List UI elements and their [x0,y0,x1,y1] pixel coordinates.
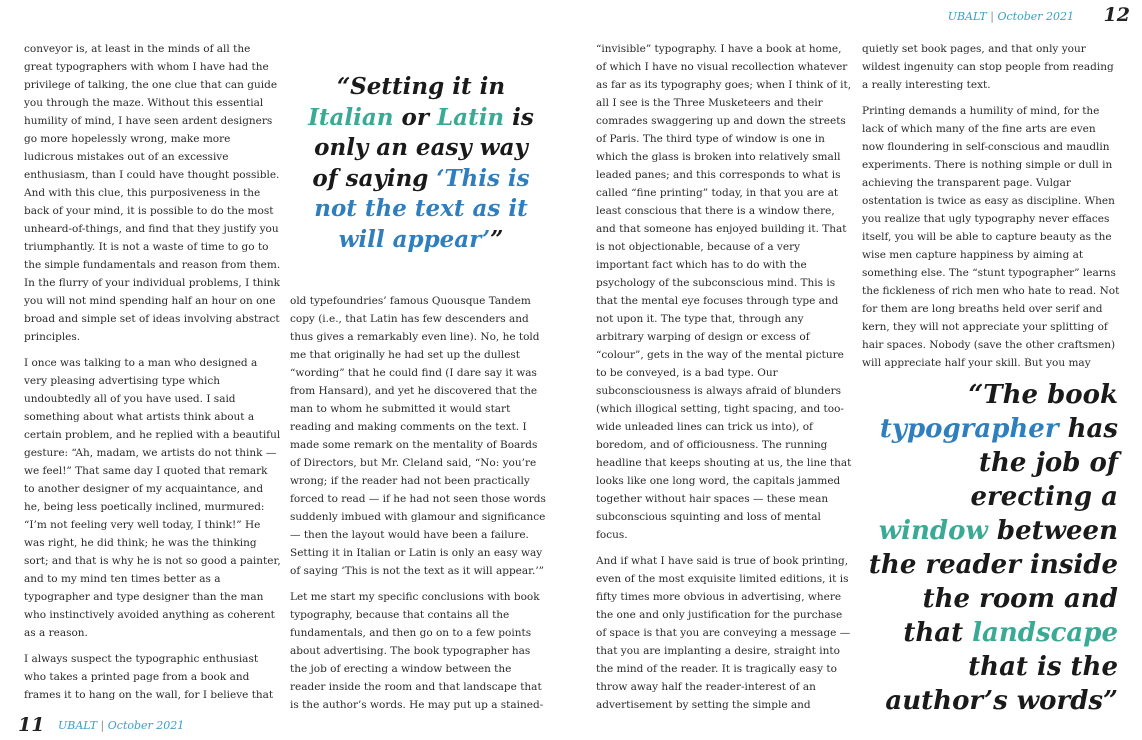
quote-text: that is the author’s words” [885,652,1118,716]
quote-highlight-italian: Italian [308,103,394,131]
quote-text: “The book [968,380,1118,410]
running-header-right [948,10,1074,23]
paragraph: old typefoundries’ famous Quousque Tandem copy (i.e., that Latin has few descenders and thus gives a remarkably even line). No, he told me that originally he had set up the dullest “wording” that he could find (I dare say it was from Hansard), and yet he discovered that the man to whom he submitted it would start reading and making comments on the text. I made some remark on the mentality of Boards of Directors, but Mr. Cleland said, “No: you’re wrong; if the reader had not been practically forced to read — if he had not seen those words suddenly imbued with glamour and significance — then the layout would have been a failure. Setting it in Italian or Latin is only an easy way of saying ‘This is not the text as it will appear.’” [290,295,546,577]
quote-text: between the reader inside the room and that [868,516,1118,648]
quote-highlight-typographer: typographer [879,414,1059,444]
paragraph: I always suspect the typographic enthusiast who takes a printed page from a book and frames it to hang on the wall, for I believe that [24,653,274,701]
pull-quote-window [862,378,1118,718]
quote-text: or [393,103,437,131]
quote-text: has the job of erecting a [970,414,1118,512]
issue-date: October 2021 [107,719,185,732]
paragraph: conveyor is, at least in the minds of all the great typographers with whom I have had the privilege of talking, the one clue that can guide you through the maze. Without this essential humility of mind, I have seen ardent designers go more hopelessly wrong, make more ludicrous mistakes out of an excessive enthusiasm, than I could have thought possible. And with this clue, this purposiveness in the back of your mind, it is possible to do the most unheard-of-things, and find that they justify you triumphantly. It is not a waste of time to go to the simple fundamentals and reason from them. In the flurry of your individual problems, I think you will not mind spending half an hour on one broad and simple set of ideas involving abstract principles. [24,43,281,343]
publication-name: UBALT [58,719,98,732]
quote-text: “Setting it in [336,73,506,100]
running-footer-left [58,719,184,732]
body-column-4 [862,40,1120,370]
paragraph: quietly set book pages, and that only your wildest ingenuity can stop people from reading a really interesting text. [862,43,1114,91]
quote-highlight-landscape: landscape [972,618,1118,648]
publication-name: UBALT [947,10,987,23]
quote-text: is only an easy way of saying [312,103,534,192]
paragraph: I once was talking to a man who designed a very pleasing advertising type which undoubtedly all of you have used. I said something about what artists think about a certain problem, and he replied with a beautiful gesture: “Ah, madam, we artists do not think — we feel!” That same day I quoted that remark to another designer of my acquaintance, and he, being less poetically inclined, murmured: “I’m not feeling very well today, I think!” He was right, he did think; he was the thinking sort; and that is why he is not so good a painter, and to my mind ten times better as a typographer and type designer than the man who instinctively avoided anything as coherent as a reason. [24,357,281,639]
header-separator: | [990,10,994,23]
body-column-3 [596,40,852,712]
body-column-1 [24,40,281,708]
body-column-2 [290,292,548,712]
quote-highlight-window: window [878,516,988,546]
page-number-right: 12 [1103,4,1130,26]
quote-highlight-phrase: ‘This is not the text as it will appear’ [314,164,530,253]
paragraph: And if what I have said is true of book printing, even of the most exquisite limited editions, it is fifty times more obvious in advertising, where the one and only justification for the purchase of space is that you are conveying a message — that you are implanting a desire, straight into the mind of the reader. It is tragically easy to throw away half the reader-interest of an advertisement by setting the simple and [596,555,851,711]
issue-date: October 2021 [997,10,1074,23]
quote-close-mark: ” [490,225,504,253]
footer-separator: | [100,719,105,732]
quote-highlight-latin: Latin [437,103,505,131]
paragraph: “invisible” typography. I have a book at home, of which I have no visual recollection whatever as far as its typography goes; when I think of it, all I see is the Three Musketeers and their comrades swaggering up and down the streets of Paris. The third type of window is one in which the glass is broken into relatively small leaded panes; and this corresponds to what is called “fine printing” today, in that you are at least conscious that there is a window there, and that someone has enjoyed building it. That is not objectionable, because of a very important fact which has to do with the psychology of the subconscious mind. This is that the mental eye focuses through type and not upon it. The type that, through any arbitrary warping of design or excess of “colour”, gets in the way of the mental picture to be conveyed, is a bad type. Our subconsciousness is always afraid of blunders (which illogical setting, tight spacing, and too-wide unleaded lines can trick us into), of boredom, and of officiousness. The running headline that keeps shouting at us, the line that looks like one long word, the capitals jammed together without hair spaces — these mean subconscious squinting and loss of mental focus. [596,43,852,541]
paragraph: Printing demands a humility of mind, for the lack of which many of the fine arts are even now floundering in self-conscious and maudlin experiments. There is nothing simple or dull in achieving the transparent page. Vulgar ostentation is twice as easy as discipline. When you realize that ugly typography never effaces itself, you will be able to capture beauty as the wise men capture happiness by aiming at something else. The “stunt typographer” learns the fickleness of rich men who hate to read. Not for them are long breaths held over serif and kern, they will not appreciate your splitting of hair spaces. Nobody (save the other craftsmen) will appreciate half your skill. But you may [862,105,1120,369]
page-number-left: 11 [18,714,45,736]
pull-quote-latin [300,72,542,255]
paragraph: Let me start my specific conclusions with book typography, because that contains all the fundamentals, and then go on to a few points about advertising. The book typographer has the job of erecting a window between the reader inside the room and that landscape that is the author’s words. He may put up a stained- [290,591,544,711]
